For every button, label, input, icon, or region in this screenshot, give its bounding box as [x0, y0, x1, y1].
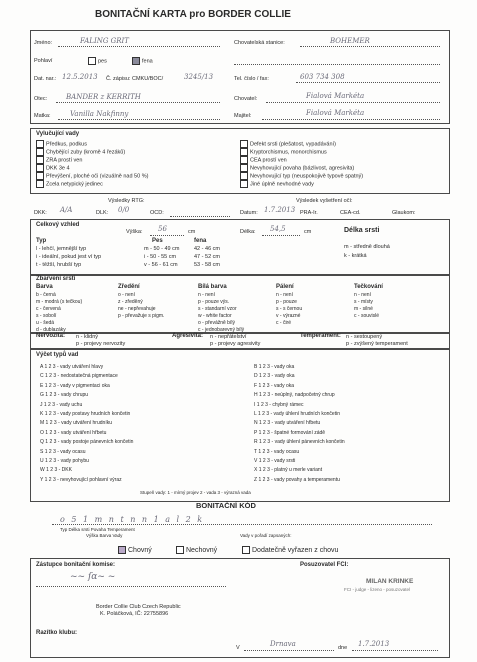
- matka-value[interactable]: Vanilla Nakfinny: [70, 110, 129, 118]
- club-address: K. Poláčková, IČ: 22755896: [100, 611, 169, 617]
- vyluc-right-item[interactable]: Nevyhovující typ (neuspokojivě typově spatný): [240, 172, 363, 180]
- stamp-name: MILAN KRINKE: [366, 578, 414, 585]
- vyluc-right-list: [240, 140, 363, 188]
- vada-item[interactable]: I 1 2 3 - chybný rámec: [254, 401, 304, 408]
- fena-checkbox[interactable]: [132, 57, 153, 65]
- matka-label: Matka:: [34, 113, 51, 119]
- dlk-value[interactable]: 0/0: [118, 206, 130, 214]
- vada-item[interactable]: K 1 2 3 - vady postavy hrudních končetin: [40, 410, 131, 417]
- bila-option[interactable]: o - převážně bílý: [198, 320, 235, 326]
- teckovani-option[interactable]: c - souvislé: [354, 313, 380, 319]
- agresivita-option[interactable]: n - nepřátelství: [210, 334, 247, 340]
- posuzovatel-label: Posuzovatel FCI:: [300, 562, 349, 568]
- tel-label: Tel. číslo / fax:: [234, 76, 269, 82]
- vada-item[interactable]: C 1 2 3 - nedostatečná pigmentace: [40, 373, 118, 380]
- glaukom-label: Glaukom:: [392, 210, 416, 216]
- paleni-option[interactable]: n - není: [276, 292, 293, 298]
- vyluc-left-item[interactable]: DKK 3e 4: [36, 164, 148, 172]
- zredeni-title: Zředění: [118, 284, 140, 290]
- vada-item[interactable]: G 1 2 3 - vady chrupu: [40, 392, 89, 399]
- paleni-option[interactable]: c - čiré: [276, 320, 291, 326]
- typ-title: Typ: [36, 238, 47, 244]
- vada-item[interactable]: E 1 2 3 - vady v pigmentaci oka: [40, 382, 110, 389]
- dodatecne-checkbox[interactable]: [242, 546, 338, 554]
- kod-vady-label: Vady v pořadí zapsaných:: [240, 533, 292, 538]
- jmeno-label: Jméno:: [34, 40, 53, 46]
- datum-nar-label: Dat. nar.:: [34, 76, 57, 82]
- vada-item[interactable]: Y 1 2 3 - nevyhovující pohlavní výraz: [40, 476, 122, 483]
- vada-item[interactable]: W 1 2 3 - DKK: [40, 467, 72, 474]
- teckovani-option[interactable]: m - silné: [354, 306, 373, 312]
- chovny-label: Chovný: [128, 546, 152, 554]
- chovatelska-value[interactable]: BOHEMER: [330, 37, 370, 45]
- vada-item[interactable]: S 1 2 3 - vady ocasu: [40, 448, 86, 455]
- srst-option[interactable]: m - středně dlouhá: [344, 244, 390, 250]
- barva-option[interactable]: s - sobolí: [36, 313, 57, 319]
- page-title: BONITAČNÍ KARTA pro BORDER COLLIE: [95, 9, 291, 20]
- chovny-checkbox[interactable]: [118, 546, 152, 554]
- typ-row[interactable]: l - lehčí, jemnější typ m - 50 - 49 cm 42 - 46 cm: [36, 246, 220, 252]
- kod-labels2: Výška Barva Vady: [86, 533, 123, 538]
- kod-title: BONITAČNÍ KÓD: [196, 501, 256, 510]
- vyluc-left-item[interactable]: Předkus, podkus: [36, 140, 148, 148]
- srst-title: Délka srsti: [344, 227, 380, 234]
- barva-option[interactable]: c - červená: [36, 306, 61, 312]
- vada-item[interactable]: A 1 2 3 - vady utváření hlavy: [40, 364, 104, 370]
- vzhled-title: Celkový vzhled: [36, 222, 80, 228]
- vyluc-left-item[interactable]: Zcela netypický jedinec: [36, 180, 148, 188]
- zredeni-option[interactable]: o - není: [118, 292, 135, 298]
- barva-option[interactable]: u - šedá: [36, 320, 55, 326]
- dne-value[interactable]: 1.7.2013: [358, 640, 390, 648]
- pohlavi-label: Pohlaví: [34, 58, 53, 64]
- vyluc-left-item[interactable]: ZRA prostí ven: [36, 156, 148, 164]
- bila-option[interactable]: s - standarní vzor: [198, 306, 237, 312]
- zredeni-option[interactable]: z - zředěný: [118, 299, 143, 305]
- barva-option[interactable]: d - dublazáky: [36, 327, 66, 333]
- vada-item[interactable]: F 1 2 3 - vady oka: [254, 382, 295, 389]
- bila-option[interactable]: c - jednobarevný bílý: [198, 327, 245, 333]
- vyluc-right-item[interactable]: Jiné úplně nevhodné vady: [240, 180, 363, 188]
- delka-unit: cm: [304, 229, 312, 235]
- vada-item[interactable]: V 1 2 3 - vady srsti: [254, 457, 296, 464]
- vada-item[interactable]: X 1 2 3 - platný u merle variant: [254, 467, 323, 474]
- vyska-label: Výška:: [126, 229, 143, 235]
- vyluc-right-item[interactable]: CEA prostí ven: [240, 156, 363, 164]
- teckovani-title: Tečkování: [354, 284, 383, 290]
- tel-value[interactable]: 603 734 308: [300, 73, 345, 81]
- nechovny-label: Nechovný: [186, 546, 218, 554]
- datum-nar-value[interactable]: 12.5.2013: [62, 73, 98, 81]
- srst-option[interactable]: k - krátká: [344, 253, 367, 259]
- majitel-label: Majitel:: [234, 113, 252, 119]
- dne-label: dne: [338, 645, 348, 651]
- stamp-sub: FCI - judge - lizeno - posuzovatel: [344, 587, 411, 592]
- dodatecne-label: Dodatečně vyřazen z chovu: [252, 546, 339, 554]
- vada-item[interactable]: Z 1 2 3 - vady povahy a temperamentu: [254, 476, 340, 483]
- vyluc-left-item[interactable]: Převýšení, ploché oči (vizuálně nad 50 %): [36, 172, 148, 180]
- signature-left: ~~ ſɑ~ ~: [70, 572, 116, 582]
- fena-label: fena: [142, 58, 153, 65]
- vada-item[interactable]: N 1 2 3 - vady utváření hřbetu: [254, 420, 321, 427]
- oci-datum-value[interactable]: 1.7.2013: [264, 206, 296, 214]
- bila-list: [198, 292, 244, 334]
- cea-label: CEA-cd.: [340, 210, 361, 216]
- vada-item[interactable]: U 1 2 3 - vady pohybu: [40, 457, 89, 464]
- teckovani-option[interactable]: n - není: [354, 292, 371, 298]
- agresivita-option[interactable]: p - projevy agresivity: [210, 341, 261, 347]
- otec-value[interactable]: BANDER z KERRITH: [66, 93, 141, 101]
- zredeni-option[interactable]: ne - nepřevahuje: [118, 306, 156, 312]
- vyluc-right-item[interactable]: Defekt srsti (plešatost, vypadávání): [240, 140, 363, 148]
- bila-option[interactable]: w - white factor: [198, 313, 232, 319]
- pra-label: PRA-Ir.: [300, 210, 318, 216]
- fena-col-title: fena: [194, 238, 207, 244]
- temperament-label: Temperament:: [300, 333, 341, 339]
- vyska-unit: cm: [188, 229, 196, 235]
- bila-option[interactable]: n - není: [198, 292, 215, 298]
- zredeni-option[interactable]: p - převažuje s pigm.: [118, 313, 165, 319]
- kod-labels: Typ Délka srsti Povaha Temperament: [60, 527, 135, 532]
- zredeni-list: [118, 292, 164, 320]
- barva-title: Barva: [36, 284, 53, 290]
- vady-right-list: [254, 364, 345, 486]
- paleni-list: [276, 292, 302, 327]
- pes-checkbox[interactable]: [88, 57, 107, 65]
- rtg-label: Výsledky RTG:: [108, 198, 145, 204]
- vada-item[interactable]: D 1 2 3 - vady oka: [254, 373, 295, 380]
- paleni-option[interactable]: s - s černou: [276, 306, 303, 312]
- delka-label: Délka:: [240, 229, 256, 235]
- ocd-label: OCD:: [150, 210, 164, 216]
- vyluc-left-item[interactable]: Chybějící zuby (kromě 4 řezáků): [36, 148, 148, 156]
- vyluc-right-item[interactable]: Kryptorchismus, monorchismus: [240, 148, 363, 156]
- pes-label: pes: [98, 58, 107, 65]
- srst-options: [344, 244, 390, 262]
- typ-rows: [36, 246, 220, 270]
- vada-item[interactable]: L 1 2 3 - vady úhlení hrudních končetin: [254, 410, 340, 417]
- vada-item[interactable]: J 1 2 3 - vady uchu: [40, 401, 83, 408]
- v-value[interactable]: Drnava: [270, 640, 296, 648]
- zastupce-label: Zástupce bonitační komise:: [36, 562, 116, 568]
- razitko-label: Razítko klubu:: [36, 630, 78, 636]
- vyluc-right-item[interactable]: Nevyhovující povaha (bázlivost, agresivita): [240, 164, 363, 172]
- nervozita-nervozni[interactable]: p - projevy nervozity: [76, 341, 126, 347]
- chovatel-label: Chovatel:: [234, 96, 258, 102]
- vada-item[interactable]: P 1 2 3 - špatné formování zádě: [254, 429, 326, 436]
- barva-option[interactable]: m - modrá (s tečkou): [36, 299, 83, 305]
- barva-option[interactable]: b - černá: [36, 292, 56, 298]
- chovatel-value[interactable]: Fialová Markéta: [306, 92, 365, 100]
- majitel-value[interactable]: Fialová Markéta: [306, 109, 365, 117]
- delka-value[interactable]: 54,5: [270, 225, 286, 233]
- vady-left-list: [40, 364, 133, 486]
- v-label: V: [236, 645, 240, 651]
- bila-title: Bílá barva: [198, 284, 227, 290]
- dkk-value[interactable]: A/A: [60, 206, 73, 214]
- chovatelska-label: Chovatelská stanice:: [234, 40, 285, 46]
- vada-item[interactable]: R 1 2 3 - vady úhlení pánevních končetin: [254, 439, 345, 446]
- vada-item[interactable]: O 1 2 3 - vady utváření hřbetu: [40, 429, 107, 436]
- teckovani-option[interactable]: s - místy: [354, 299, 373, 305]
- vada-item[interactable]: B 1 2 3 - vady oka: [254, 364, 295, 370]
- nechovny-checkbox[interactable]: [176, 546, 217, 554]
- typ-row[interactable]: t - těžší, hrubší typ v - 56 - 61 cm 53 - 58 cm: [36, 262, 220, 268]
- vada-item[interactable]: M 1 2 3 - vady utváření hrudníku: [40, 420, 112, 427]
- nervozita-label: Nervozita:: [36, 333, 66, 339]
- zbarveni-title: Zbarvení srsti: [36, 276, 76, 282]
- bila-option[interactable]: p - pouze výs.: [198, 299, 230, 305]
- stupen-legend: Stupeň vady: 1 - mírný projev 2 - vada 3 - výrazná vada: [140, 490, 251, 495]
- teckovani-list: [354, 292, 379, 320]
- oci-label: Výsledek vyšetření očí:: [296, 198, 353, 204]
- vyluc-left-list: [36, 140, 148, 188]
- paleni-option[interactable]: p - pouze: [276, 299, 297, 305]
- otec-label: Otec:: [34, 96, 48, 102]
- nervozita-klidny[interactable]: n - klidný: [76, 334, 99, 340]
- paleni-title: Pálení: [276, 284, 294, 290]
- dkk-label: DKK:: [34, 210, 47, 216]
- vylucujici-vady-title: Vylučující vady: [36, 131, 80, 137]
- zapis-label: Č. zápisu: CMKU/BOC/: [106, 76, 164, 82]
- barva-list: [36, 292, 82, 334]
- temperament-option[interactable]: p - zvýšený temperament: [346, 341, 408, 347]
- vady-title: Výčet typů vad: [36, 352, 79, 358]
- vada-item[interactable]: T 1 2 3 - vady ocasu: [254, 448, 300, 455]
- temperament-option[interactable]: n - sestoupený: [346, 334, 383, 340]
- dlk-label: DLK:: [96, 210, 109, 216]
- vada-item[interactable]: H 1 2 3 - neúplný, nadpočetný chrup: [254, 392, 335, 399]
- typ-row[interactable]: i - ideální, pokud jest ví typ i - 50 - 55 cm 47 - 52 cm: [36, 254, 220, 260]
- club-name: Border Collie Club Czech Republic: [96, 604, 181, 610]
- vada-item[interactable]: Q 1 2 3 - vady postoje pánevních končetin: [40, 439, 134, 446]
- zapis-value[interactable]: 3245/13: [184, 73, 214, 81]
- jmeno-value[interactable]: FALING GRIT: [80, 37, 129, 45]
- pes-col-title: Pes: [152, 238, 163, 244]
- vyska-value[interactable]: 56: [158, 225, 167, 233]
- kod-value[interactable]: o 5 1 m n t n n 1 a l 2 k: [60, 515, 205, 524]
- paleni-option[interactable]: v - výrazné: [276, 313, 301, 319]
- agresivita-label: Agresivita:: [172, 333, 204, 339]
- oci-datum-label: Datum:: [240, 210, 258, 216]
